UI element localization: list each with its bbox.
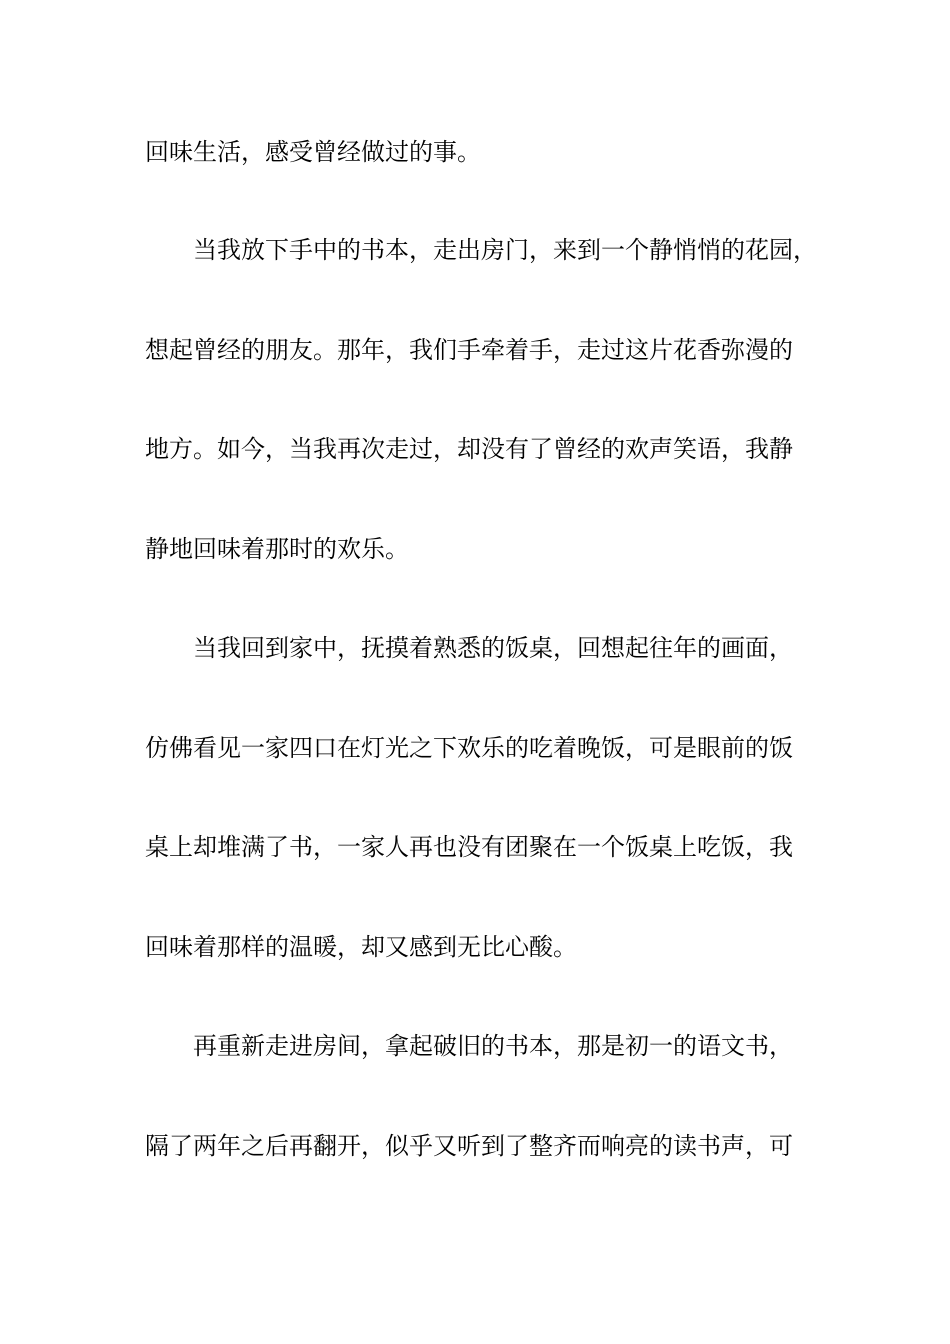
text-line-8: 桌上却堆满了书，一家人再也没有团聚在一个饭桌上吃饭，我 xyxy=(145,833,793,861)
text-line-1: 回味生活，感受曾经做过的事。 xyxy=(145,138,481,166)
text-line-4: 地方。如今，当我再次走过，却没有了曾经的欢声笑语，我静 xyxy=(145,435,793,463)
text-line-9: 回味着那样的温暖，却又感到无比心酸。 xyxy=(145,933,577,961)
text-line-7: 仿佛看见一家四口在灯光之下欢乐的吃着晚饭，可是眼前的饭 xyxy=(145,734,793,762)
text-line-5: 静地回味着那时的欢乐。 xyxy=(145,535,409,563)
text-line-11: 隔了两年之后再翻开，似乎又听到了整齐而响亮的读书声，可 xyxy=(145,1132,793,1160)
text-line-2: 当我放下手中的书本，走出房门，来到一个静悄悄的花园， xyxy=(193,236,817,264)
text-line-6: 当我回到家中，抚摸着熟悉的饭桌，回想起往年的画面， xyxy=(193,634,793,662)
text-line-3: 想起曾经的朋友。那年，我们手牵着手，走过这片花香弥漫的 xyxy=(145,336,793,364)
text-line-10: 再重新走进房间，拿起破旧的书本，那是初一的语文书， xyxy=(193,1032,793,1060)
